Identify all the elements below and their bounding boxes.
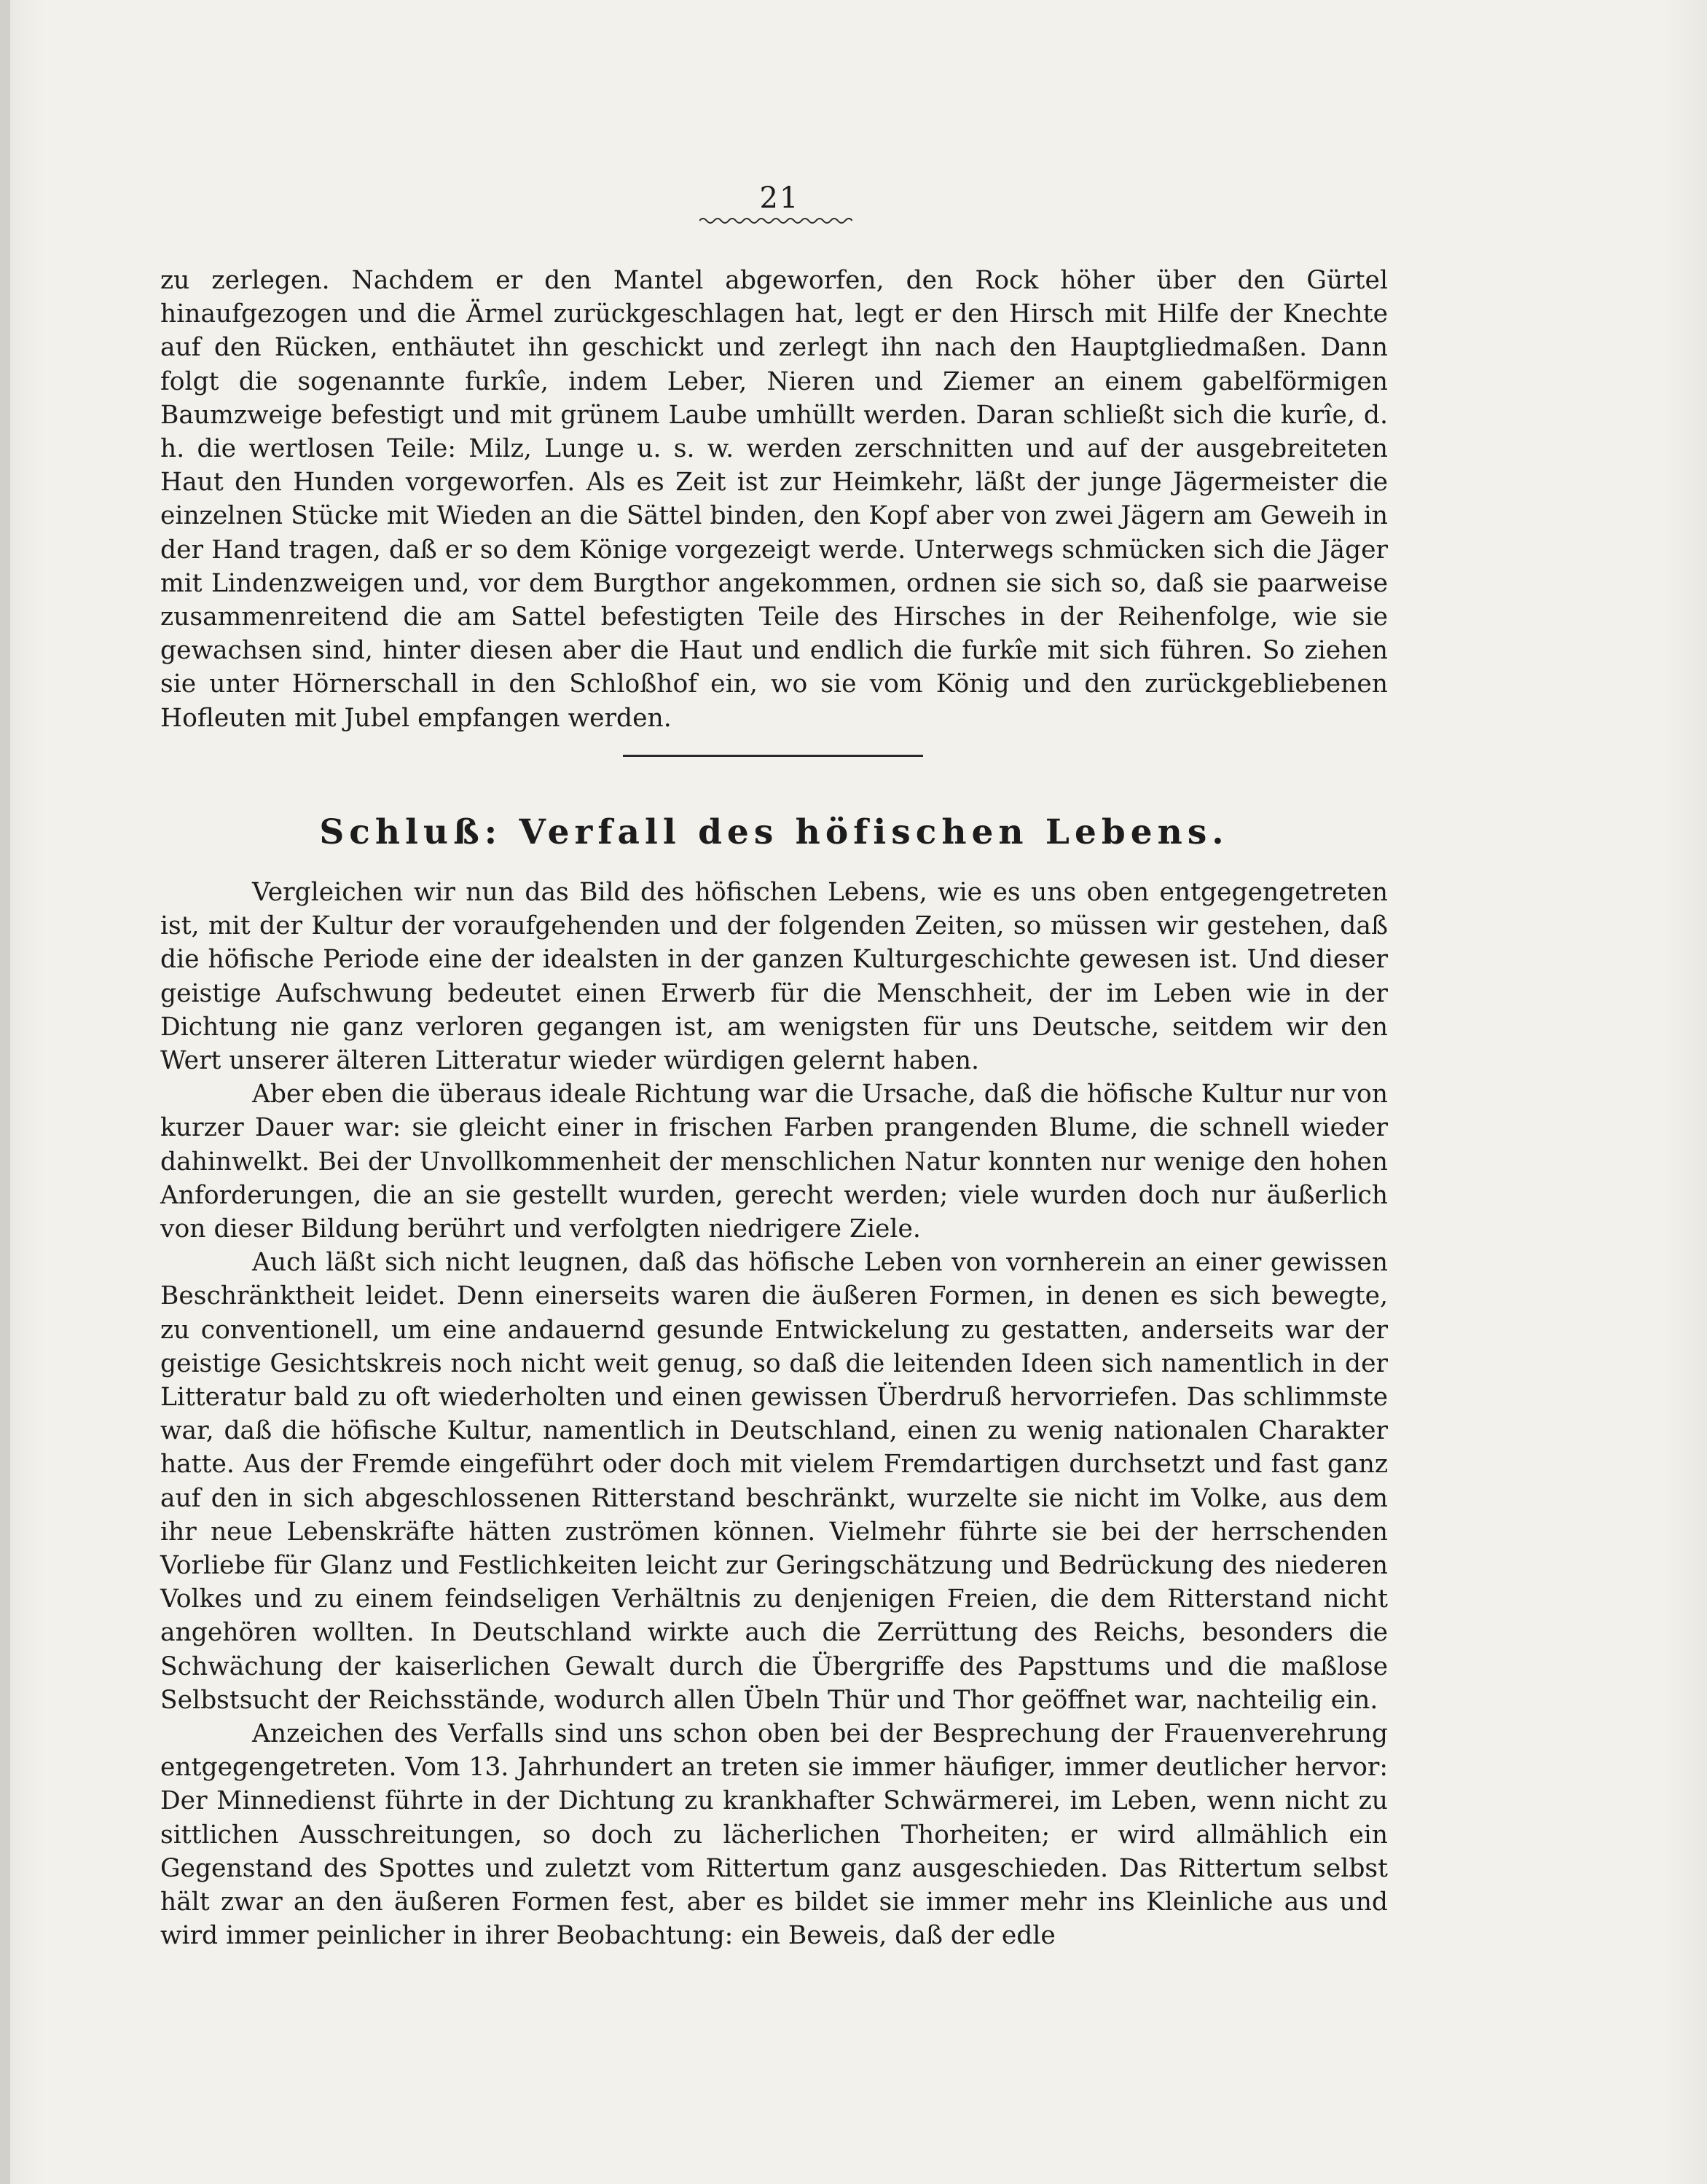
paragraph: zu zerlegen. Nachdem er den Mantel abgeworfen, den Rock höher über den Gürtel hinaufgezogen und die Ärmel zurückgeschlagen hat, legt er den Hirsch mit Hilfe der Knechte auf den Rücken, enthäutet ihn geschickt und zerlegt ihn nach den Hauptgliedmaßen. Dann folgt die sogenannte furkîe, indem Leber, Nieren und Ziemer an einem gabelförmigen Baumzweige befestigt und mit grünem Laube umhüllt werden. Daran schließt sich die kurîe, d. h. die wertlosen Teile: Milz, Lunge u. s. w. werden zerschnitten und auf der ausgebreiteten Haut den Hunden vorgeworfen. Als es Zeit ist zur Heimkehr, läßt der junge Jägermeister die einzelnen Stücke mit Wieden an die Sättel binden, den Kopf aber von zwei Jägern am Geweih in der Hand tragen, daß er so dem Könige vorgezeigt werde. Unterwegs schmücken sich die Jäger mit Lindenzweigen und, vor dem Burgthor angekommen, ordnen sie sich so, daß sie paarweise zusammenreitend die am Sattel befestigten Teile des Hirsches in der Reihenfolge, wie sie gewachsen sind, hinter diesen aber die Haut und endlich die furkîe mit sich führen. So ziehen sie unter Hörnerschall in den Schloßhof ein, wo sie vom König und den zurückgebliebenen Hofleuten mit Jubel empfangen werden. bbox=[160, 266, 1388, 733]
section-title: Schluß: Verfall des höfischen Lebens. bbox=[319, 812, 1229, 852]
section-divider bbox=[623, 755, 923, 757]
binding-edge bbox=[0, 0, 10, 2184]
page-number: 21 bbox=[759, 181, 800, 215]
wavy-ornament-icon bbox=[699, 216, 852, 226]
text-block-bottom bbox=[160, 876, 1388, 1953]
paragraph: Aber eben die überaus ideale Richtung war die Ursache, daß die höfische Kultur nur von kurzer Dauer war: sie gleicht einer in frischen Farben prangenden Blume, die schnell wieder dahinwelkt. Bei der Unvollkommenheit der menschlichen Natur konnten nur wenige den hohen Anforderungen, die an sie gestellt wurden, gerecht werden; viele wurden doch nur äußerlich von dieser Bildung berührt und verfolgten niedrigere Ziele. bbox=[160, 1080, 1388, 1244]
paragraph: Anzeichen des Verfalls sind uns schon oben bei der Besprechung der Frauenverehrung entgegengetreten. Vom 13. Jahrhundert an treten sie immer häufiger, immer deutlicher hervor: Der Minnedienst führte in der Dichtung zu krankhafter Schwärmerei, im Leben, wenn nicht zu sittlichen Ausschreitungen, so doch zu lächerlichen Thorheiten; er wird allmählich ein Gegenstand des Spottes und zuletzt vom Rittertum ganz ausgeschieden. Das Rittertum selbst hält zwar an den äußeren Formen fest, aber es bildet sie immer mehr ins Kleinliche aus und wird immer peinlicher in ihrer Beobachtung: ein Beweis, daß der edle bbox=[160, 1719, 1388, 1951]
paragraph: Vergleichen wir nun das Bild des höfischen Lebens, wie es uns oben entgegengetreten ist, mit der Kultur der voraufgehenden und der folgenden Zeiten, so müssen wir gestehen, daß die höfische Periode eine der idealsten in der ganzen Kulturgeschichte gewesen ist. Und dieser geistige Aufschwung bedeutet einen Erwerb für die Menschheit, der im Leben wie in der Dichtung nie ganz verloren gegangen ist, am wenigsten für uns Deutsche, seitdem wir den Wert unserer älteren Litteratur wieder würdigen gelernt haben. bbox=[160, 878, 1388, 1076]
paragraph: Auch läßt sich nicht leugnen, daß das höfische Leben von vornherein an einer gewissen Beschränktheit leidet. Denn einerseits waren die äußeren Formen, in denen es sich bewegte, zu conventionell, um eine andauernd gesunde Entwickelung zu gestatten, anderseits war der geistige Gesichtskreis noch nicht weit genug, so daß die leitenden Ideen sich namentlich in der Litteratur bald zu oft wiederholten und einen gewissen Überdruß hervorriefen. Das schlimmste war, daß die höfische Kultur, namentlich in Deutschland, einen zu wenig nationalen Charakter hatte. Aus der Fremde eingeführt oder doch mit vielem Fremdartigen durchsetzt und fast ganz auf den in sich abgeschlossenen Ritterstand beschränkt, wurzelte sie nicht im Volke, aus dem ihr neue Lebenskräfte hätten zuströmen können. Vielmehr führte sie bei der herrschenden Vorliebe für Glanz und Festlichkeiten leicht zur Geringschätzung und Bedrückung des niederen Volkes und zu einem feindseligen Verhältnis zu denjenigen Freien, die dem Ritterstand nicht angehören wollten. In Deutschland wirkte auch die Zerrüttung des Reichs, besonders die Schwächung der kaiserlichen Gewalt durch die Übergriffe des Papsttums und die maßlose Selbstsucht der Reichsstände, wodurch allen Übeln Thür und Thor geöffnet war, nachteilig ein. bbox=[160, 1248, 1388, 1715]
text-block-top bbox=[160, 264, 1388, 735]
